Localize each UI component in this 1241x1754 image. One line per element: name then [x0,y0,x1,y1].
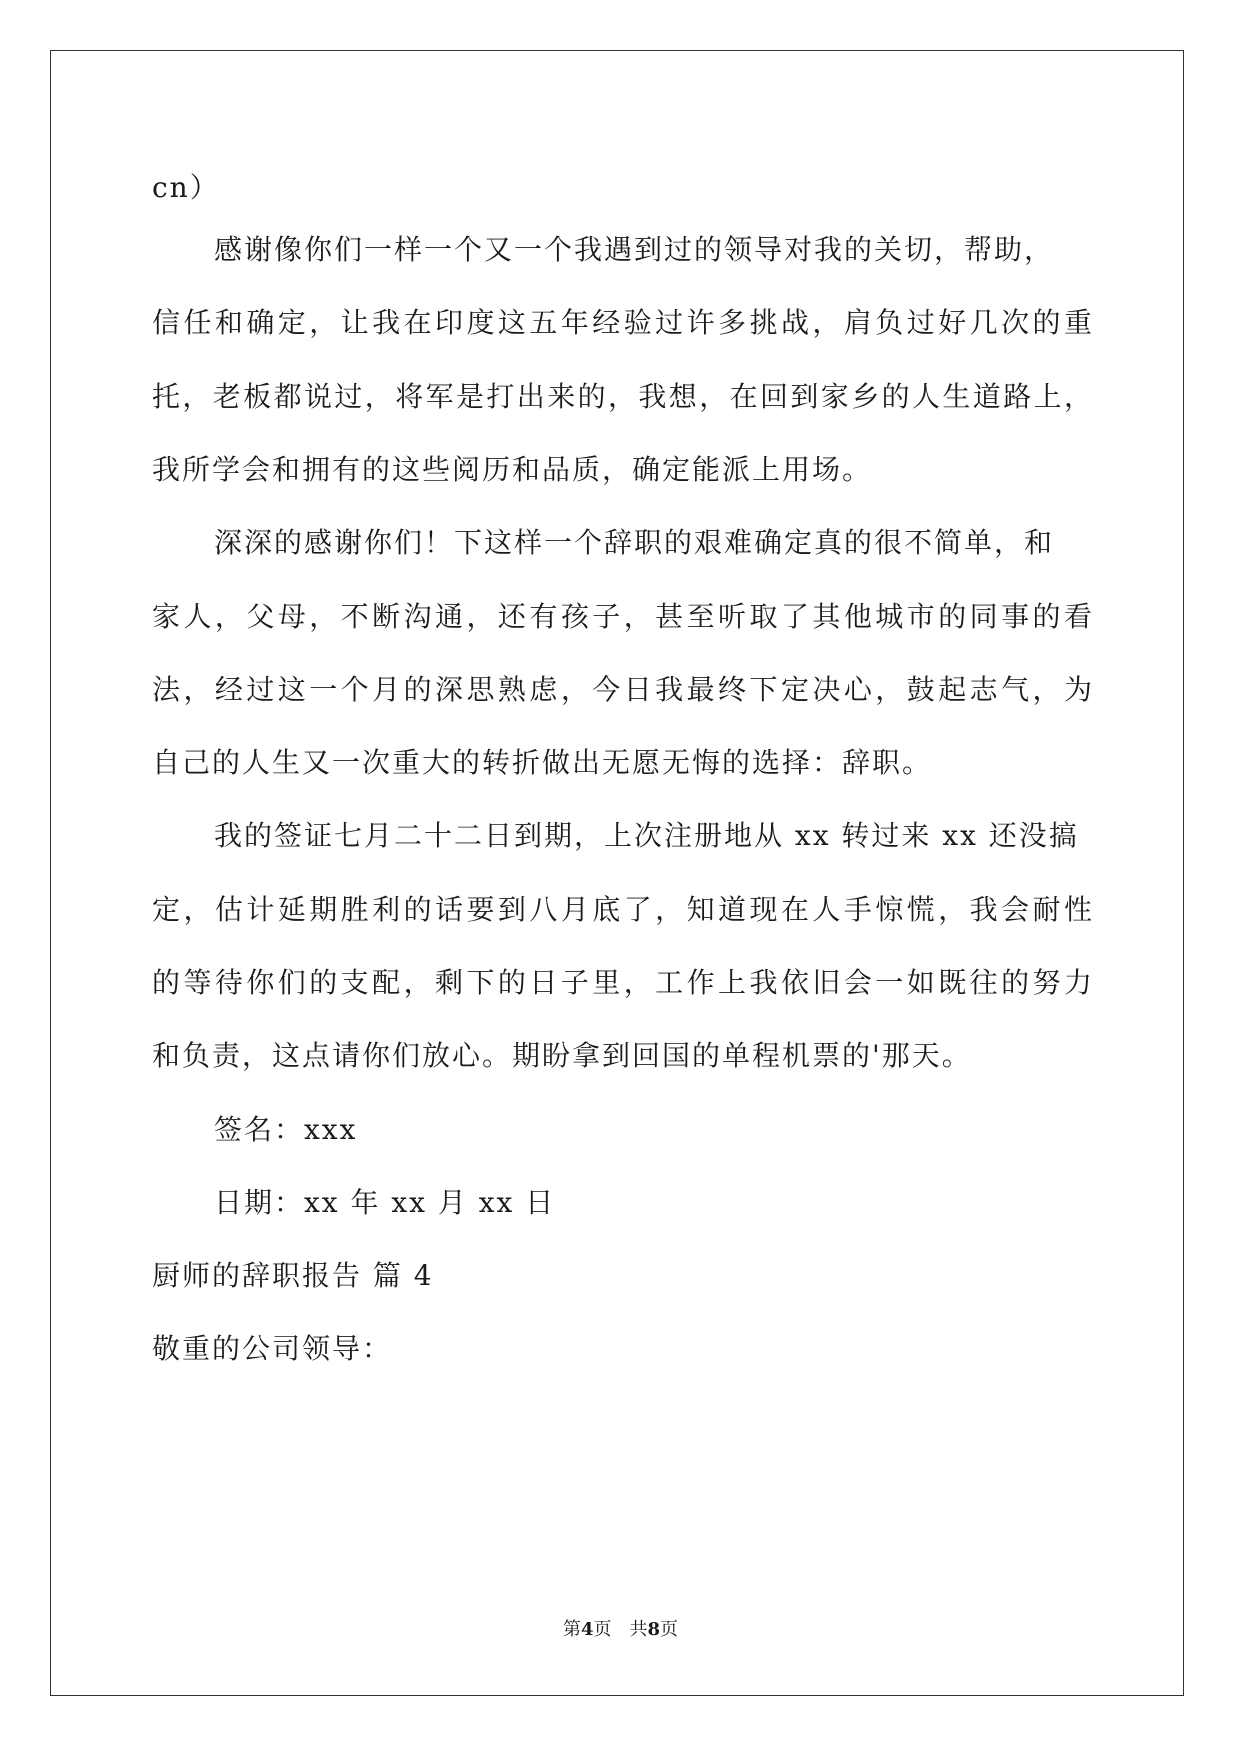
paragraph-line: 家人，父母，不断沟通，还有孩子，甚至听取了其他城市的同事的看 [152,600,1092,633]
paragraph-line: 我的签证七月二十二日到期，上次注册地从 xx 转过来 xx 还没搞 [214,819,1079,852]
total-page-count: 8 [647,1619,661,1640]
paragraph-line: 托，老板都说过，将军是打出来的，我想，在回到家乡的人生道路上， [152,380,1092,413]
paragraph-line: 法，经过这一个月的深思熟虑，今日我最终下定决心，鼓起志气，为 [152,673,1092,706]
current-page-number: 4 [580,1619,594,1640]
footer-suffix: 页 [660,1619,679,1640]
paragraph-line: 和负责，这点请你们放心。期盼拿到回国的单程机票的'那天。 [152,1039,972,1072]
page-footer [0,1618,1241,1642]
paragraph-line: 信任和确定，让我在印度这五年经验过许多挑战，肩负过好几次的重 [152,306,1092,339]
paragraph-line: 我所学会和拥有的这些阅历和品质，确定能派上用场。 [152,453,873,486]
section-heading: 厨师的辞职报告 篇 4 [152,1259,434,1292]
footer-middle: 页 共 [593,1619,648,1640]
signature-line: 签名：xxx [214,1113,358,1146]
footer-prefix: 第 [562,1619,581,1640]
paragraph-line: 感谢像你们一样一个又一个我遇到过的领导对我的关切，帮助， [214,233,1055,266]
text-line: cn） [152,171,220,204]
paragraph-line: 定，估计延期胜利的话要到八月底了，知道现在人手惊慌，我会耐性 [152,893,1092,926]
date-line: 日期：xx 年 xx 月 xx 日 [214,1186,556,1219]
paragraph-line: 深深的感谢你们！下这样一个辞职的艰难确定真的很不简单，和 [214,526,1055,559]
paragraph-line: 自己的人生又一次重大的转折做出无愿无悔的选择：辞职。 [152,746,933,779]
paragraph-line: 的等待你们的支配，剩下的日子里，工作上我依旧会一如既往的努力 [152,966,1092,999]
salutation: 敬重的公司领导： [152,1332,393,1365]
page-border [50,50,1184,1696]
